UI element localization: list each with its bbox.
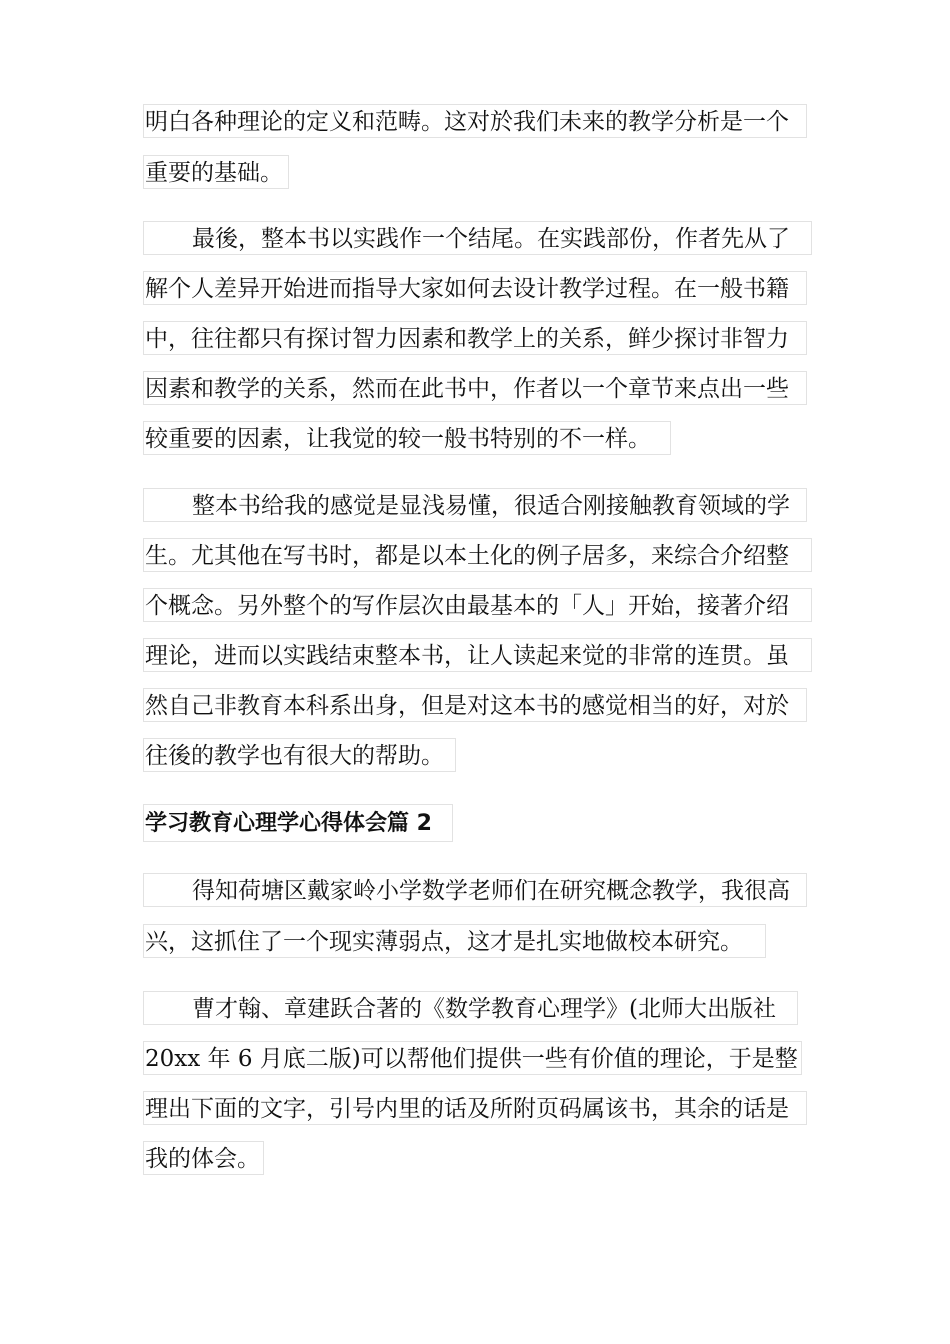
paragraph-2-line-4: 因素和教学的关系，然而在此书中，作者以一个章节来点出一些 <box>143 371 807 405</box>
paragraph-3-line-3: 个概念。另外整个的写作层次由最基本的「人」开始，接著介绍 <box>143 588 812 622</box>
paragraph-2-line-1: 最後，整本书以实践作一个结尾。在实践部份，作者先从了 <box>143 221 812 255</box>
paragraph-5-line-3: 理出下面的文字，引号内里的话及所附页码属该书，其余的话是 <box>143 1091 807 1125</box>
section-heading: 学习教育心理学心得体会篇 2 <box>143 804 453 842</box>
paragraph-1-line-2: 重要的基础。 <box>143 155 289 189</box>
paragraph-1-line-1: 明白各种理论的定义和范畴。这对於我们未来的教学分析是一个 <box>143 104 807 138</box>
paragraph-3-line-1: 整本书给我的感觉是显浅易懂，很适合刚接触教育领域的学 <box>143 488 807 522</box>
paragraph-2-line-2: 解个人差异开始进而指导大家如何去设计教学过程。在一般书籍 <box>143 271 807 305</box>
paragraph-5-line-2: 20xx 年 6 月底二版)可以帮他们提供一些有价值的理论，于是整 <box>143 1041 802 1075</box>
paragraph-4-line-1: 得知荷塘区戴家岭小学数学老师们在研究概念教学，我很高 <box>143 873 807 907</box>
paragraph-5-line-1: 曹才翰、章建跃合著的《数学教育心理学》(北师大出版社 <box>143 991 798 1025</box>
paragraph-2-line-5: 较重要的因素，让我觉的较一般书特别的不一样。 <box>143 421 671 455</box>
paragraph-3-line-5: 然自己非教育本科系出身，但是对这本书的感觉相当的好，对於 <box>143 688 807 722</box>
paragraph-5-line-4: 我的体会。 <box>143 1141 264 1175</box>
paragraph-2-line-3: 中，往往都只有探讨智力因素和教学上的关系，鲜少探讨非智力 <box>143 321 807 355</box>
paragraph-4-line-2: 兴，这抓住了一个现实薄弱点，这才是扎实地做校本研究。 <box>143 924 766 958</box>
paragraph-3-line-4: 理论，进而以实践结束整本书，让人读起来觉的非常的连贯。虽 <box>143 638 812 672</box>
paragraph-3-line-6: 往後的教学也有很大的帮助。 <box>143 738 456 772</box>
paragraph-3-line-2: 生。尤其他在写书时，都是以本土化的例子居多，来综合介绍整 <box>143 538 812 572</box>
